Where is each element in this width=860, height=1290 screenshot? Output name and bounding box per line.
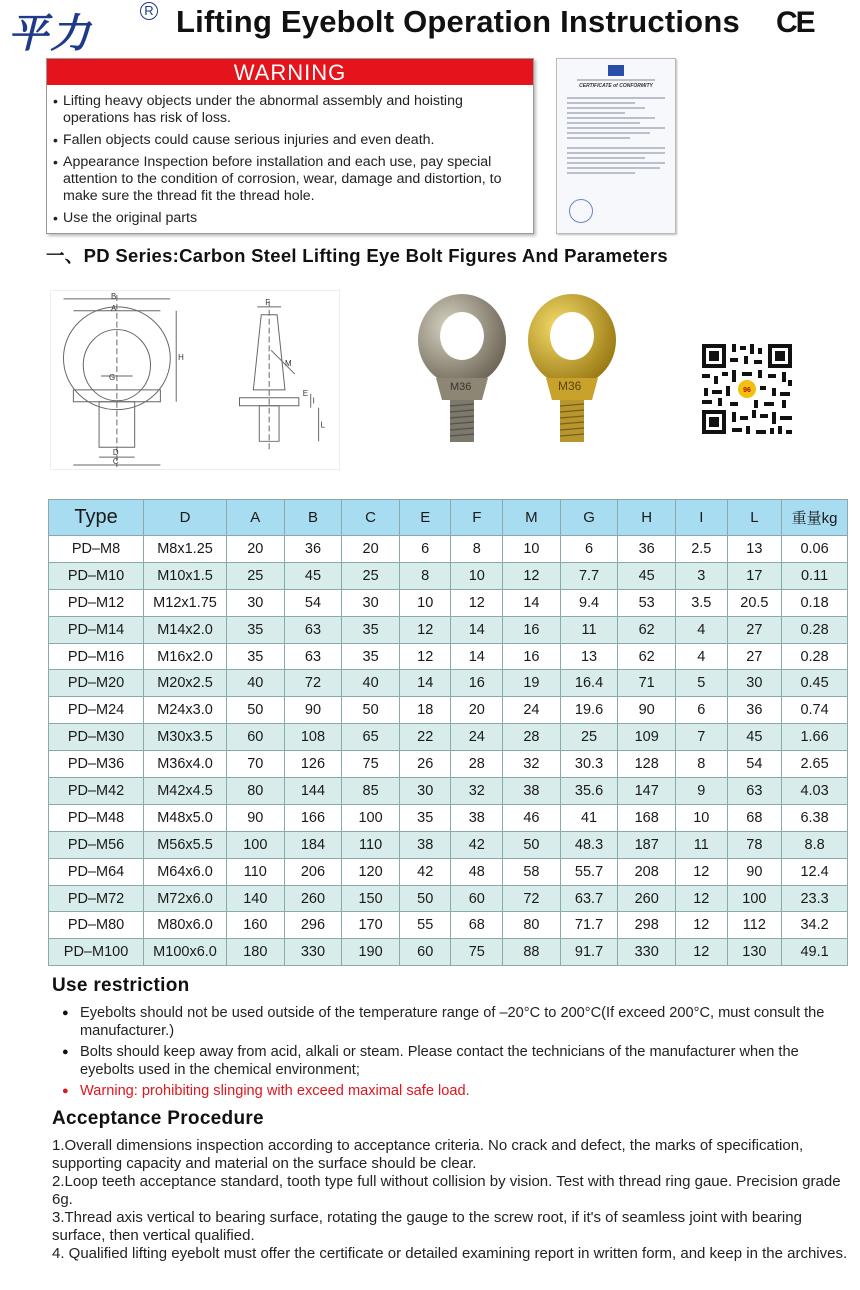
table-cell: 30 [727,670,782,697]
table-cell: 20 [451,697,503,724]
warning-box [46,58,534,234]
table-cell: 6 [560,536,618,563]
table-cell: 0.74 [782,697,848,724]
table-cell: 14 [399,670,451,697]
table-cell: 190 [342,939,400,966]
table-row [49,751,848,778]
dim-label-m: M [284,359,292,369]
table-cell: 7 [675,724,727,751]
registered-mark: R [140,2,158,20]
type-cell: PD–M12 [49,589,144,616]
use-restriction-list [62,1004,852,1103]
table-cell: 38 [503,778,561,805]
table-cell: 11 [560,616,618,643]
table-row [49,885,848,912]
type-cell: PD–M42 [49,778,144,805]
table-cell: M42x4.5 [144,778,227,805]
table-cell: 184 [284,831,342,858]
table-cell: 12 [675,858,727,885]
warning-label: WARNING [47,59,533,85]
table-cell: 36 [618,536,676,563]
table-cell: 45 [727,724,782,751]
table-cell: 58 [503,858,561,885]
table-cell: 140 [226,885,284,912]
table-cell: 75 [451,939,503,966]
table-cell: 3 [675,562,727,589]
section-title: 一、PD Series:Carbon Steel Lifting Eye Bolt Figures And Parameters [46,245,668,266]
table-cell: 26 [399,751,451,778]
table-cell: 10 [675,804,727,831]
table-cell: 8 [451,536,503,563]
eyebolt-photo-galvanized [412,290,512,450]
table-cell: 14 [451,616,503,643]
table-cell: 298 [618,912,676,939]
dim-label-a: A [110,303,117,313]
col-header: M [503,500,561,536]
table-cell: 70 [226,751,284,778]
table-cell: 36 [727,697,782,724]
table-cell: 0.11 [782,562,848,589]
table-cell: 0.18 [782,589,848,616]
type-cell: PD–M64 [49,858,144,885]
table-cell: 63 [284,616,342,643]
table-cell: 144 [284,778,342,805]
table-cell: 30.3 [560,751,618,778]
table-cell: 20 [342,536,400,563]
col-header: H [618,500,676,536]
type-cell: PD–M8 [49,536,144,563]
col-header: L [727,500,782,536]
table-cell: 13 [560,643,618,670]
table-cell: M48x5.0 [144,804,227,831]
table-cell: 6.38 [782,804,848,831]
table-cell: 10 [451,562,503,589]
acceptance-list [52,1137,852,1263]
table-cell: 14 [503,589,561,616]
col-header: A [226,500,284,536]
table-cell: 166 [284,804,342,831]
table-cell: 71 [618,670,676,697]
table-cell: 42 [399,858,451,885]
table-cell: 41 [560,804,618,831]
table-cell: 16.4 [560,670,618,697]
table-cell: 90 [727,858,782,885]
table-cell: 60 [399,939,451,966]
table-cell: 100 [342,804,400,831]
parameters-table [48,499,848,966]
dim-label-i: I [312,396,315,406]
col-header: I [675,500,727,536]
table-cell: 112 [727,912,782,939]
table-cell: 16 [503,643,561,670]
table-cell: 24 [503,697,561,724]
table-cell: 62 [618,643,676,670]
type-cell: PD–M48 [49,804,144,831]
table-cell: 206 [284,858,342,885]
table-cell: 16 [503,616,561,643]
table-cell: 260 [284,885,342,912]
table-cell: 180 [226,939,284,966]
table-cell: 27 [727,616,782,643]
table-cell: 8 [399,562,451,589]
table-cell: 5 [675,670,727,697]
table-cell: 187 [618,831,676,858]
table-cell: 330 [284,939,342,966]
warning-list [47,85,533,227]
col-header: 重量kg [782,500,848,536]
table-cell: 71.7 [560,912,618,939]
table-cell: 50 [399,885,451,912]
technical-drawing [50,290,340,470]
table-cell: 22 [399,724,451,751]
table-cell: 12 [399,643,451,670]
table-cell: 6 [399,536,451,563]
table-cell: 35 [399,804,451,831]
col-header: B [284,500,342,536]
table-cell: 100 [727,885,782,912]
type-cell: PD–M14 [49,616,144,643]
col-header: D [144,500,227,536]
table-cell: 28 [503,724,561,751]
table-cell: M20x2.5 [144,670,227,697]
table-cell: 0.28 [782,643,848,670]
type-cell: PD–M36 [49,751,144,778]
dim-label-h: H [178,353,184,363]
table-cell: 19.6 [560,697,618,724]
table-cell: 8 [675,751,727,778]
table-row [49,643,848,670]
table-cell: 88 [503,939,561,966]
table-cell: 9.4 [560,589,618,616]
table-cell: 49.1 [782,939,848,966]
table-cell: 23.3 [782,885,848,912]
table-cell: 12 [675,939,727,966]
table-row [49,831,848,858]
dim-label-b: B [110,291,117,301]
table-cell: M36x4.0 [144,751,227,778]
type-cell: PD–M10 [49,562,144,589]
table-cell: 7.7 [560,562,618,589]
table-cell: 38 [399,831,451,858]
table-cell: 60 [226,724,284,751]
table-cell: M30x3.5 [144,724,227,751]
table-row [49,724,848,751]
table-cell: 45 [618,562,676,589]
table-cell: 35 [226,616,284,643]
svg-text:96: 96 [743,387,751,394]
acceptance-item: 2.Loop teeth acceptance standard, tooth type full without collision by vision. Test with thread ring gaue. Precision grade 6g. [52,1173,841,1208]
table-header-row [49,500,848,536]
table-cell: 0.28 [782,616,848,643]
table-cell: 12 [675,912,727,939]
table-cell: M10x1.5 [144,562,227,589]
table-cell: 63 [284,643,342,670]
table-cell: 80 [226,778,284,805]
table-cell: 85 [342,778,400,805]
table-cell: 16 [451,670,503,697]
table-cell: 54 [284,589,342,616]
table-cell: 30 [226,589,284,616]
table-cell: 24 [451,724,503,751]
table-cell: 55 [399,912,451,939]
table-cell: 150 [342,885,400,912]
table-cell: 110 [226,858,284,885]
table-cell: 9 [675,778,727,805]
restriction-item: ● Eyebolts should not be used outside of the temperature range of –20°C to 200°C(If exceed 200°C, must consult the manufacturer.) [62,1004,852,1040]
table-cell: 25 [226,562,284,589]
acceptance-item: 4. Qualified lifting eyebolt must offer the certificate or detailed examining report in written form, and keep in the archives. [52,1245,848,1262]
type-cell: PD–M16 [49,643,144,670]
warning-item: • Use the original parts [53,210,523,227]
table-cell: 38 [451,804,503,831]
table-cell: 48.3 [560,831,618,858]
table-row [49,912,848,939]
table-cell: 4 [675,616,727,643]
table-cell: 35.6 [560,778,618,805]
table-row [49,804,848,831]
table-cell: 0.06 [782,536,848,563]
table-cell: 62 [618,616,676,643]
table-cell: 60 [451,885,503,912]
table-row [49,858,848,885]
table-cell: 12 [451,589,503,616]
table-cell: 12.4 [782,858,848,885]
table-cell: 100 [226,831,284,858]
table-cell: 90 [284,697,342,724]
table-cell: 30 [399,778,451,805]
table-cell: 126 [284,751,342,778]
table-cell: 68 [727,804,782,831]
table-cell: 120 [342,858,400,885]
col-header: E [399,500,451,536]
table-cell: 50 [342,697,400,724]
table-cell: 10 [399,589,451,616]
col-header: C [342,500,400,536]
dim-label-l: L [320,420,325,430]
table-cell: 160 [226,912,284,939]
col-header: F [451,500,503,536]
table-cell: 4.03 [782,778,848,805]
table-cell: 1.66 [782,724,848,751]
table-row [49,778,848,805]
table-cell: 32 [503,751,561,778]
table-cell: 90 [226,804,284,831]
type-cell: PD–M56 [49,831,144,858]
table-cell: 13 [727,536,782,563]
table-cell: 19 [503,670,561,697]
table-cell: 63.7 [560,885,618,912]
table-cell: 6 [675,697,727,724]
table-row [49,939,848,966]
table-cell: 18 [399,697,451,724]
table-cell: 35 [342,643,400,670]
table-cell: 80 [503,912,561,939]
table-cell: 25 [560,724,618,751]
table-cell: 35 [226,643,284,670]
type-cell: PD–M100 [49,939,144,966]
table-cell: 32 [451,778,503,805]
table-row [49,562,848,589]
table-cell: 8.8 [782,831,848,858]
dim-label-e: E [302,388,309,398]
table-cell: 55.7 [560,858,618,885]
qr-code[interactable] [698,340,796,438]
table-cell: M24x3.0 [144,697,227,724]
table-cell: 40 [342,670,400,697]
dim-label-c: C [112,457,119,467]
acceptance-item: 3.Thread axis vertical to bearing surface, rotating the gauge to the screw root, if it's of seamless joint with bearing surface, then vertical qualified. [52,1209,802,1244]
table-cell: 50 [226,697,284,724]
table-cell: 27 [727,643,782,670]
header [0,0,860,57]
table-cell: M72x6.0 [144,885,227,912]
table-cell: M14x2.0 [144,616,227,643]
table-cell: 48 [451,858,503,885]
table-cell: 10 [503,536,561,563]
table-cell: 147 [618,778,676,805]
eyebolt-photo-gold [522,290,622,450]
table-cell: 109 [618,724,676,751]
photo-marking-left: M36 [450,381,472,393]
table-row [49,589,848,616]
restriction-warning-item: ● Warning: prohibiting slinging with exceed maximal safe load. [62,1082,852,1100]
dim-label-f: F [265,297,271,307]
table-cell: 0.45 [782,670,848,697]
type-cell: PD–M24 [49,697,144,724]
table-cell: M80x6.0 [144,912,227,939]
table-cell: 53 [618,589,676,616]
certificate-title: CERTIFICATE of CONFORMITY [579,83,653,89]
table-cell: 296 [284,912,342,939]
photo-marking-right: M36 [558,379,582,393]
table-cell: M56x5.5 [144,831,227,858]
table-cell: 17 [727,562,782,589]
table-cell: 14 [451,643,503,670]
table-cell: 78 [727,831,782,858]
table-cell: 91.7 [560,939,618,966]
table-cell: 72 [503,885,561,912]
table-cell: 4 [675,643,727,670]
table-cell: 30 [342,589,400,616]
table-cell: 3.5 [675,589,727,616]
use-restriction-title: Use restriction [52,975,190,996]
table-cell: 54 [727,751,782,778]
table-cell: M100x6.0 [144,939,227,966]
table-cell: 11 [675,831,727,858]
type-cell: PD–M30 [49,724,144,751]
col-header: G [560,500,618,536]
table-cell: M64x6.0 [144,858,227,885]
table-cell: 25 [342,562,400,589]
warning-item: • Appearance Inspection before installation and each use, pay special attention to the condition of corrosion, wear, damage and distortion, to make sure the thread fit the thread hole. [53,154,523,205]
table-cell: 40 [226,670,284,697]
brand-logo: 平力 [8,10,92,57]
table-cell: 12 [399,616,451,643]
table-cell: M16x2.0 [144,643,227,670]
page-title: Lifting Eyebolt Operation Instructions [176,4,740,39]
type-cell: PD–M80 [49,912,144,939]
table-cell: 72 [284,670,342,697]
restriction-item: ● Bolts should keep away from acid, alkali or steam. Please contact the technicians of the manufacturer when the eyebolts used in the chemical environment; [62,1043,852,1079]
table-cell: 65 [342,724,400,751]
col-header: Type [49,500,144,536]
type-cell: PD–M72 [49,885,144,912]
table-cell: 130 [727,939,782,966]
certificate-image [556,58,676,234]
type-cell: PD–M20 [49,670,144,697]
table-cell: 68 [451,912,503,939]
table-cell: 170 [342,912,400,939]
dim-label-g: G [108,373,116,382]
dim-label-d: D [112,448,119,458]
table-cell: 20 [226,536,284,563]
table-cell: 75 [342,751,400,778]
table-cell: 35 [342,616,400,643]
table-cell: 42 [451,831,503,858]
table-cell: 63 [727,778,782,805]
warning-item: • Lifting heavy objects under the abnormal assembly and hoisting operations has risk of loss. [53,93,523,127]
table-cell: 108 [284,724,342,751]
table-cell: 34.2 [782,912,848,939]
table-row [49,670,848,697]
table-cell: 330 [618,939,676,966]
table-row [49,536,848,563]
table-cell: 208 [618,858,676,885]
table-row [49,697,848,724]
table-cell: 12 [675,885,727,912]
table-cell: 90 [618,697,676,724]
warning-item: • Fallen objects could cause serious injuries and even death. [53,132,523,149]
table-cell: 36 [284,536,342,563]
table-cell: 168 [618,804,676,831]
table-cell: 110 [342,831,400,858]
table-cell: 2.5 [675,536,727,563]
table-cell: 260 [618,885,676,912]
acceptance-item: 1.Overall dimensions inspection according to acceptance criteria. No crack and defect, the marks of specification, supporting capacity and material on the surface should be clear. [52,1137,804,1172]
table-cell: 20.5 [727,589,782,616]
acceptance-title: Acceptance Procedure [52,1108,264,1129]
table-cell: 50 [503,831,561,858]
table-cell: 28 [451,751,503,778]
ce-mark: CE [776,6,814,39]
seal-icon [569,199,593,223]
eu-flag-icon [608,65,624,76]
table-row [49,616,848,643]
table-cell: 45 [284,562,342,589]
table-cell: 128 [618,751,676,778]
table-cell: 2.65 [782,751,848,778]
table-cell: 12 [503,562,561,589]
table-cell: M12x1.75 [144,589,227,616]
table-cell: 46 [503,804,561,831]
table-cell: M8x1.25 [144,536,227,563]
